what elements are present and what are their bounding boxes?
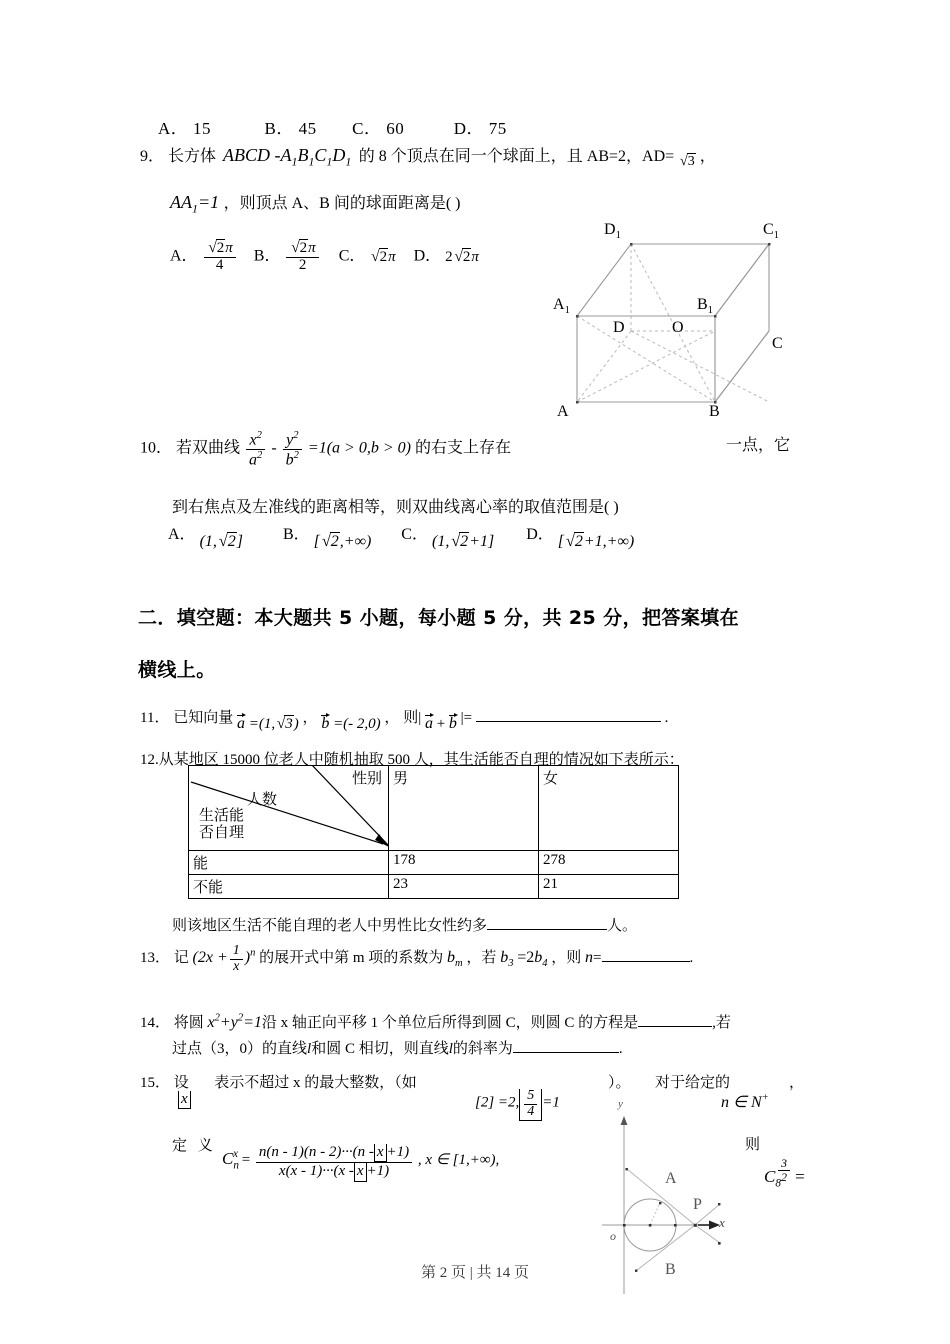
cuboid-label-B1-letter: B [697,296,708,313]
q15-res-num: 3 [780,1156,787,1170]
cuboid-label-B1-sub: 1 [707,305,713,317]
q11-vector-b-letter: b [321,715,330,732]
q13-b3 [500,949,514,970]
q9-aa1: AA [170,192,192,212]
q13-eq2: =2 [517,949,535,966]
q9-opt-c-pi: π [388,248,396,265]
q9-solid-a1: A [280,145,292,165]
q14-line-l-2: l [448,1041,453,1057]
q10-opt-b-open: [ [313,533,320,550]
table-row-label-able: 能 [189,851,389,875]
q15-n-sup: + [761,1092,769,1104]
q14-plus: + [219,1014,231,1031]
cuboid-label-C1-sub: 1 [773,230,779,242]
table-header-count: 人数 [247,792,278,808]
q9-stem-line1 [140,143,716,170]
q10-number: 10． [140,439,173,457]
q11-vector-a [237,713,245,733]
q15-ex-frac-den: 4 [524,1104,537,1120]
q9-opt-d-pi: π [471,248,479,265]
q10-a: a [249,451,258,469]
q15-formula-eq: = [241,1152,251,1168]
q15-den-expr-1: x(x - 1)···(x - [278,1163,354,1180]
table-header-selfcare-l2: 否自理 [199,825,245,842]
table-header-male: 男 [389,766,539,851]
figure-label-y: y [618,1098,623,1110]
q10-stem-line1 [140,430,511,469]
q9-opt-b-pi: π [308,240,316,256]
q10-opt-c-radicand: 2 [460,533,469,550]
q15-den-floor: x [354,1163,367,1181]
q14-line2-a: 过点（3，0）的直线 [172,1041,308,1057]
q11-sum-a-letter: a [424,715,433,732]
section2-heading-line1: 二．填空题：本大题共 5 小题，每小题 5 分，共 25 分，把答案填在 [138,607,739,629]
q8-option-a-value: 15 [193,119,212,138]
q9-opt-d-radicand: 2 [462,248,471,265]
q9-option-c-label: C． [338,247,366,265]
q10-option-d-label: D． [526,526,554,543]
q12-question-tail [172,914,637,935]
q14-answer-blank-1[interactable] [638,1011,712,1027]
q14-line1 [140,1011,731,1032]
q15-mid2: ）。 [608,1075,631,1091]
q13-binomial-expr [192,943,256,974]
q15-formula-domain: , x ∈ [1,+∞), [417,1152,500,1168]
q11-period: . [664,710,669,726]
q13-lead: 记 [173,950,189,966]
q9-opt-d-coef: 2 [445,248,453,265]
cuboid-label-B1 [697,296,713,316]
q9-stem-lead: 长方体 [168,148,217,165]
q10-b: b [285,451,294,469]
q15-line1 [140,1071,417,1092]
q10-opt-a-sqrt: √2 [218,531,236,550]
figure-label-A: A [665,1170,677,1187]
table-row [189,875,679,899]
q15-comma: ， [789,1075,805,1091]
q13-b-letter: b [447,949,456,966]
q15-res-sup-fraction [776,1156,792,1184]
cuboid-label-D1-sub: 1 [615,230,621,242]
q9-stem-tail: ，则顶点 A、B 间的球面距离是( ) [223,195,461,212]
q10-opt-a-radicand: 2 [227,533,236,550]
q9-option-d-label: D． [413,247,442,265]
q9-aa1-eq: =1 [197,192,220,212]
q10-option-b-label: B． [282,526,310,543]
q13-then: ，则 [551,950,582,966]
q15-example-b: =1 [542,1094,560,1111]
q14-line1-b: 沿 x 轴正向平移 1 个单位后所得到圆 C，则圆 C 的方程是 [261,1015,639,1031]
q9-opt-a-den: 4 [204,257,236,274]
q10-stem-right: 一点，它 [726,437,791,454]
q9-opt-b-den: 2 [286,257,318,274]
q14-line-l-1: l [307,1041,312,1057]
q9-opt-c-radicand: 2 [379,248,388,265]
q10-opt-d-open: [ [557,533,564,550]
q9-number: 9． [140,148,165,165]
q9-stem-mid: 的 8 个顶点在同一个球面上，且 AB=2，AD= [358,148,675,165]
table-header-row [189,766,679,851]
cuboid-svg [545,212,835,432]
q14-y-sup: 2 [237,1012,244,1024]
q15-number: 15． [140,1075,171,1091]
q9-ad-sqrt: √3 [679,153,695,169]
q13-number: 13． [140,950,171,966]
q14-x-sup: 2 [214,1012,220,1024]
q13-period: . [689,950,694,966]
q13-n-eq: = [593,950,602,966]
q12-stem-text: 从某地区 15000 位老人中随机抽取 500 人，其生活能否自理的情况如下表所示： [158,752,684,768]
cuboid-label-D1 [604,221,621,241]
q12-table [188,765,679,899]
q11-line [140,706,669,732]
table-row-label-unable: 不能 [189,875,389,899]
q9-option-b-label: B． [253,247,281,265]
figure-label-o: o [610,1229,616,1243]
q13-b3-sub: 3 [508,958,514,970]
q9-opt-a-pi: π [225,240,233,256]
q10-options-row [168,521,635,550]
q14-answer-blank-2[interactable] [513,1037,619,1053]
q15-num-floor: x [374,1144,387,1162]
figure-label-x: x [719,1215,725,1230]
q9-solid-c1: C [314,145,327,165]
q9-opt-a-radicand: 2 [216,240,225,256]
q8-option-d-label: D． [453,119,484,138]
q10-opt-a-open: (1, [199,533,217,550]
q11-number: 11． [140,710,170,726]
q9-opt-b-radicand: 2 [299,240,308,256]
q14-line2-d: . [618,1041,623,1057]
q13-expr-close: ) [244,949,251,966]
table-header-sex: 性别 [351,771,382,787]
q14-eq1: =1 [243,1014,262,1031]
cuboid-label-B: B [709,403,720,420]
cuboid-label-A: A [557,403,569,420]
q13-expr-open: (2x + [192,949,228,966]
cuboid-label-D1-letter: D [604,221,616,238]
table-header-female: 女 [539,766,679,851]
q13-frac-den: x [230,959,243,975]
q12-tail-unit: 人。 [607,918,638,934]
q8-option-d-value: 75 [488,119,507,138]
q11-a-value [249,715,299,733]
q10-option-c-label: C． [401,526,428,543]
q13-frac-num: 1 [232,943,240,958]
q10-x-sup: 2 [256,430,262,441]
table-cell-able-male: 178 [389,851,539,875]
q10-opt-b-close: ,+∞) [339,533,372,550]
q15-res-fraction [778,1157,790,1183]
q12-table-wrap [188,765,679,899]
q11-comma1: ， [302,710,318,726]
q11-plus: + [436,716,446,732]
q15-c-sup: x [232,1148,238,1161]
q10-opt-b-sqrt: √2 [321,531,339,550]
q10-eq-tail: =1(a > 0,b > 0) [307,439,411,457]
q9-ad-radicand: 3 [687,154,695,169]
q9-solid-name [223,145,356,169]
q10-y-sup: 2 [293,430,299,441]
q11-a-sqrt: √3 [276,715,293,732]
q13-bm [447,949,463,970]
q15-result-expression [764,1157,805,1189]
q9-opt-c-sqrt: √2 [371,247,388,265]
q10-x: x [249,431,257,449]
q8-option-b-label: B． [264,119,294,138]
q10-opt-d-close: +1,+∞) [583,533,635,550]
q10-opt-b-radicand: 2 [330,533,339,550]
q10-option-a-value [200,531,243,551]
q14-circle-equation [208,1014,262,1031]
q15-ex-frac-num: 5 [527,1088,535,1103]
table-header-selfcare-l1: 生活能 [199,808,245,824]
q15-mid3: 对于给定的 [655,1075,731,1091]
q10-frac-y2-b2 [283,430,302,469]
cuboid-label-D: D [613,319,625,336]
q11-vector-a-letter: a [236,715,245,732]
q9-solid-abcd: ABCD - [223,145,281,165]
q10-opt-d-radicand: 2 [574,533,583,550]
table-cell-unable-male: 23 [389,875,539,899]
q11-a-value-close: ) [293,716,299,732]
q8-options-row [158,114,507,139]
q15-then-label: 则 [745,1137,761,1153]
q13-answer-blank[interactable] [602,946,690,962]
q11-sum-b-letter: b [448,715,457,732]
q9-stem-line2 [170,190,460,217]
q14-line2 [172,1037,623,1058]
q15-c-sub: n [233,1159,239,1172]
table-header-selfcare [199,808,244,843]
q9-solid-a1-sub: 1 [291,154,298,169]
table-row [189,851,679,875]
q15-formula-fraction [256,1144,412,1182]
q13-fraction-1-over-x [230,944,243,974]
page-footer: 第 2 页 | 共 14 页 [420,1265,529,1281]
q9-solid-d1-sub: 1 [345,154,352,169]
q15-num-expr-1: n(n - 1)(n - 2)···(n - [258,1144,374,1160]
q9-cuboid-figure [545,212,835,432]
q13-comma: ，若 [466,950,497,966]
q11-b-value: =(- 2,0) [333,716,381,732]
q9-solid-b1: B [297,145,309,165]
q11-sum-a [425,713,433,733]
q8-option-c-label: C． [352,119,382,138]
q10-stem-lead: 若双曲线 [176,439,241,457]
q11-comma2: ， [384,710,400,726]
q15-den-expr-2: +1) [366,1163,390,1180]
q9-solid-d1: D [332,145,346,165]
q15-floor-x [178,1091,191,1109]
q8-option-c-value: 60 [386,119,405,138]
q11-a-radicand: 3 [285,716,293,732]
q11-sum-b [449,713,457,733]
q14-line1-c: ,若 [712,1015,731,1031]
q10-b-sup: 2 [293,450,299,462]
q15-define-label: 定 义 [172,1136,216,1154]
q9-option-b-fraction [286,240,318,274]
q9-opt-d-sqrt: √2 [454,247,471,265]
q10-option-c-value [432,531,494,551]
q9-option-c-value [369,249,395,265]
q14-y: y [230,1014,238,1031]
cuboid-label-A1 [553,296,570,316]
q10-frac-x2-a2 [246,430,265,469]
q13-b4-letter: b [534,949,543,966]
q15-res-c: C [764,1166,776,1186]
q9-solid-b1-sub: 1 [308,154,315,169]
q13-expr-sup: n [250,947,256,959]
q10-a-sup: 2 [257,450,263,462]
table-cell-able-female: 278 [539,851,679,875]
q12-number: 12. [140,752,159,768]
q11-then: 则| [403,710,422,726]
cuboid-label-A1-sub: 1 [564,305,570,317]
q10-minus: - [271,439,277,457]
q10-option-b-value [314,531,372,551]
q9-solid-c1-sub: 1 [326,154,333,169]
q13-b4 [534,949,548,970]
q15-formula-denominator [256,1162,412,1181]
q9-aa1-expr [170,192,224,216]
q9-option-d-value [445,249,479,265]
table-corner-header-cell [189,766,389,851]
q15-c-symbol [222,1148,239,1172]
table-cell-unable-female: 21 [539,875,679,899]
q8-option-b-value: 45 [298,119,317,138]
q11-answer-blank[interactable] [476,706,661,722]
q8-option-a-label: A． [158,119,189,138]
q13-b3-letter: b [500,949,509,966]
q15-example-floor-frac [519,1089,542,1121]
figure-label-B: B [665,1261,676,1278]
q11-a-value-open: =(1, [248,716,276,732]
q15-floor-x-sym: x [178,1091,191,1109]
q10-y: y [286,431,294,449]
q15-formula-numerator [256,1144,412,1162]
q9-opt-a-sqrt: √2 [208,239,225,256]
q10-stem-line2: 到右焦点及左准线的距离相等，则双曲线离心率的取值范围是( ) [172,499,619,516]
q14-line2-b: 和圆 C 相切，则直线 [311,1041,449,1057]
q15-c-letter: C [222,1149,234,1168]
q12-tail-text: 则该地区生活不能自理的老人中男性比女性约多 [172,918,488,934]
q9-opt-b-sqrt: √2 [291,239,308,256]
cuboid-label-C1-letter: C [763,221,774,238]
cuboid-label-A1-letter: A [553,296,565,313]
q9-options-row [170,240,479,274]
section2-heading-line2: 横线上。 [138,659,216,681]
q15-example-fraction [524,1089,537,1119]
cuboid-label-C: C [772,335,783,352]
q13-b-sub: m [455,958,463,970]
q11-vector-b [321,713,329,733]
q15-num-expr-2: +1) [386,1144,410,1160]
q10-opt-d-sqrt: √2 [565,531,583,550]
cuboid-label-O: O [672,319,684,336]
q9-option-a-label: A． [170,247,198,265]
q10-opt-c-sqrt: √2 [451,531,469,550]
q13-line [140,944,693,974]
q15-res-sub: 8 [775,1177,781,1190]
q15-res-eq: = [793,1166,806,1186]
q13-mid: 的展开式中第 m 项的系数为 [259,950,444,966]
q15-definition-formula [222,1144,499,1182]
q15-examples [475,1089,560,1121]
q10-opt-c-close: +1] [469,533,495,550]
q14-line1-a: 将圆 [173,1015,204,1031]
cuboid-label-C1 [763,221,779,241]
q10-stem-mid: 的右支上存在 [414,439,511,457]
q14-x: x [207,1014,215,1031]
q11-lead: 已知向量 [173,710,234,726]
q14-line2-c: 的斜率为 [452,1041,513,1057]
q13-n-letter: n [585,949,594,966]
q10-option-a-label: A． [168,526,196,543]
q15-mid1: 表示不超过 x 的最大整数，（如 [214,1075,417,1091]
q15-res-den: 2 [778,1170,790,1184]
q13-b4-sub: 4 [542,958,548,970]
figure-label-P: P [693,1196,702,1213]
q15-lead: 设 [173,1075,189,1091]
q9-comma: ， [699,148,716,165]
q14-number: 14． [140,1015,171,1031]
q11-bar-eq: |= [460,710,473,726]
q15-n-in-n: n ∈ N [721,1094,762,1111]
q10-opt-c-open: (1, [431,533,450,550]
q15-example-a: [2] =2, [475,1094,520,1111]
q10-option-d-value [558,531,634,551]
q12-answer-blank[interactable] [487,914,607,930]
q9-option-a-fraction [204,240,236,274]
q10-opt-a-close: ] [236,533,243,550]
q9-aa1-sub: 1 [192,201,198,216]
